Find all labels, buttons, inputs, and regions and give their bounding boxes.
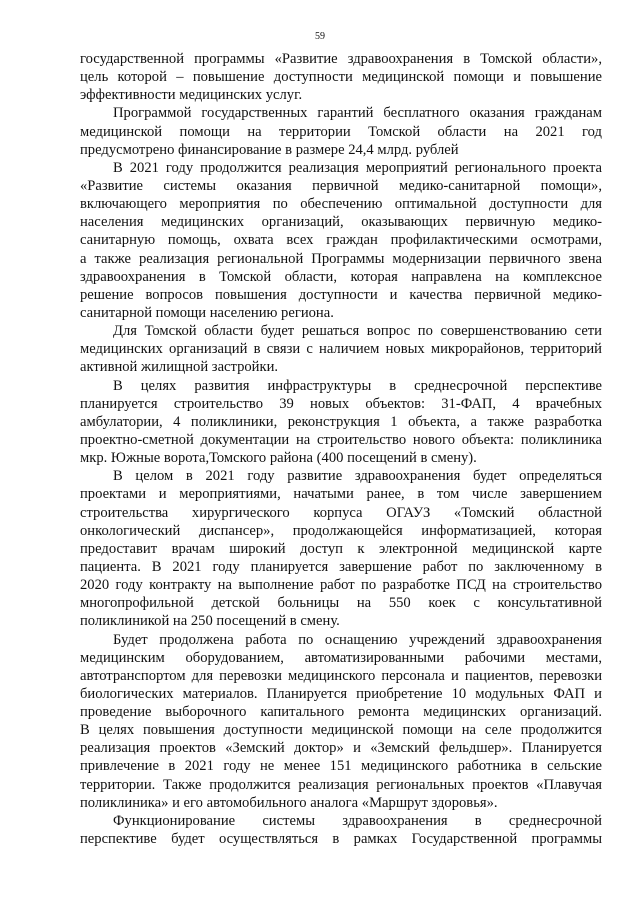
text-line: а также реализация региональной Программы модернизации первичного звена (80, 250, 602, 267)
text-line: цель которой – повышение доступности медицинской помощи и повышение (80, 69, 602, 86)
text-line: медицинской помощи на территории Томской области на 2021 год (80, 123, 602, 140)
text-line: В целях повышения доступности медицинской помощи на селе продолжится (80, 722, 602, 739)
text-line: медицинских организаций в связи с наличием новых микрорайонов, территорий (80, 341, 602, 358)
text-line: активной жилищной застройки. (80, 359, 279, 376)
text-line: Функционирование системы здравоохранения в среднесрочной (113, 812, 602, 829)
text-line: 2020 году контракту на выполнение работ по разработке ПСД на строительство (80, 577, 602, 594)
text-line: медицинским оборудованием, автоматизированными рабочими местами, (80, 649, 602, 666)
text-line: поликлиника» и его автомобильного аналога «Маршрут здоровья». (80, 794, 498, 811)
text-line: санитарной помощи населению региона. (80, 304, 334, 321)
text-line: Будет продолжена работа по оснащению учреждений здравоохранения (113, 631, 602, 648)
text-line: населения медицинских организаций, оказывающих первичную медико- (80, 214, 602, 231)
page-number: 59 (315, 31, 325, 42)
text-line: привлечение в 2021 году не менее 151 медицинского работника в сельские (80, 758, 602, 775)
text-line: проведение выборочного капитального ремонта медицинских организаций. (80, 704, 602, 721)
text-line: решение вопросов повышения доступности и качества первичной медико- (80, 286, 602, 303)
text-line: поликлиникой на 250 посещений в смену. (80, 613, 340, 630)
text-line: территории. Также продолжится реализация региональных проектов «Плавучая (80, 776, 602, 793)
text-line: амбулатории, 4 поликлиники, реконструкция 1 объекта, а также разработка (80, 413, 602, 430)
body-text (80, 50, 602, 848)
text-line: многопрофильной детской больницы на 550 коек с консультативной (80, 595, 602, 612)
text-line: проектно-сметной документации на строительство нового объекта: поликлиника (80, 431, 602, 448)
text-line: мкр. Южные ворота,Томского района (400 посещений в смену). (80, 450, 477, 467)
text-line: онкологический диспансер», продолжающейся информатизацией, которая (80, 522, 602, 539)
text-line: проектами и мероприятиями, начатыми ранее, в том числе завершением (80, 486, 602, 503)
text-line: предусмотрено финансирование в размере 24,4 млрд. рублей (80, 141, 459, 158)
text-line: здравоохранения в Томской области, которая направлена на комплексное (80, 268, 602, 285)
text-line: В целом в 2021 году развитие здравоохранения будет определяться (113, 468, 602, 485)
text-line: перспективе будет осуществляться в рамках Государственной программы (80, 831, 602, 848)
text-line: включающего мероприятия по обеспечению оптимальной доступности для (80, 196, 602, 213)
text-line: планируется строительство 39 новых объектов: 31-ФАП, 4 врачебных (80, 395, 602, 412)
text-line: пациента. В 2021 году планируется завершение работ по заключенному в (80, 558, 602, 575)
text-line: биологических материалов. Планируется приобретение 10 модульных ФАП и (80, 685, 602, 702)
text-line: Программой государственных гарантий бесплатного оказания гражданам (113, 105, 602, 122)
text-line: В целях развития инфраструктуры в среднесрочной перспективе (113, 377, 602, 394)
text-line: Для Томской области будет решаться вопрос по совершенствованию сети (113, 323, 602, 340)
text-line: В 2021 году продолжится реализация мероприятий регионального проекта (113, 159, 602, 176)
text-line: строительства хирургического корпуса ОГАУЗ «Томский областной (80, 504, 602, 521)
text-line: «Развитие системы оказания первичной медико-санитарной помощи», (80, 177, 602, 194)
text-line: санитарную помощь, охвата всех граждан профилактическими осмотрами, (80, 232, 602, 249)
text-line: реализация проектов «Земский доктор» и «Земский фельдшер». Планируется (80, 740, 602, 757)
text-line: предоставит врачам широкий доступ к электронной медицинской карте (80, 540, 602, 557)
text-line: государственной программы «Развитие здравоохранения в Томской области», (80, 51, 602, 67)
text-line: эффективности медицинских услуг. (80, 87, 303, 104)
text-line: автотранспортом для перевозки медицинского персонала и пациентов, перевозки (80, 667, 602, 684)
